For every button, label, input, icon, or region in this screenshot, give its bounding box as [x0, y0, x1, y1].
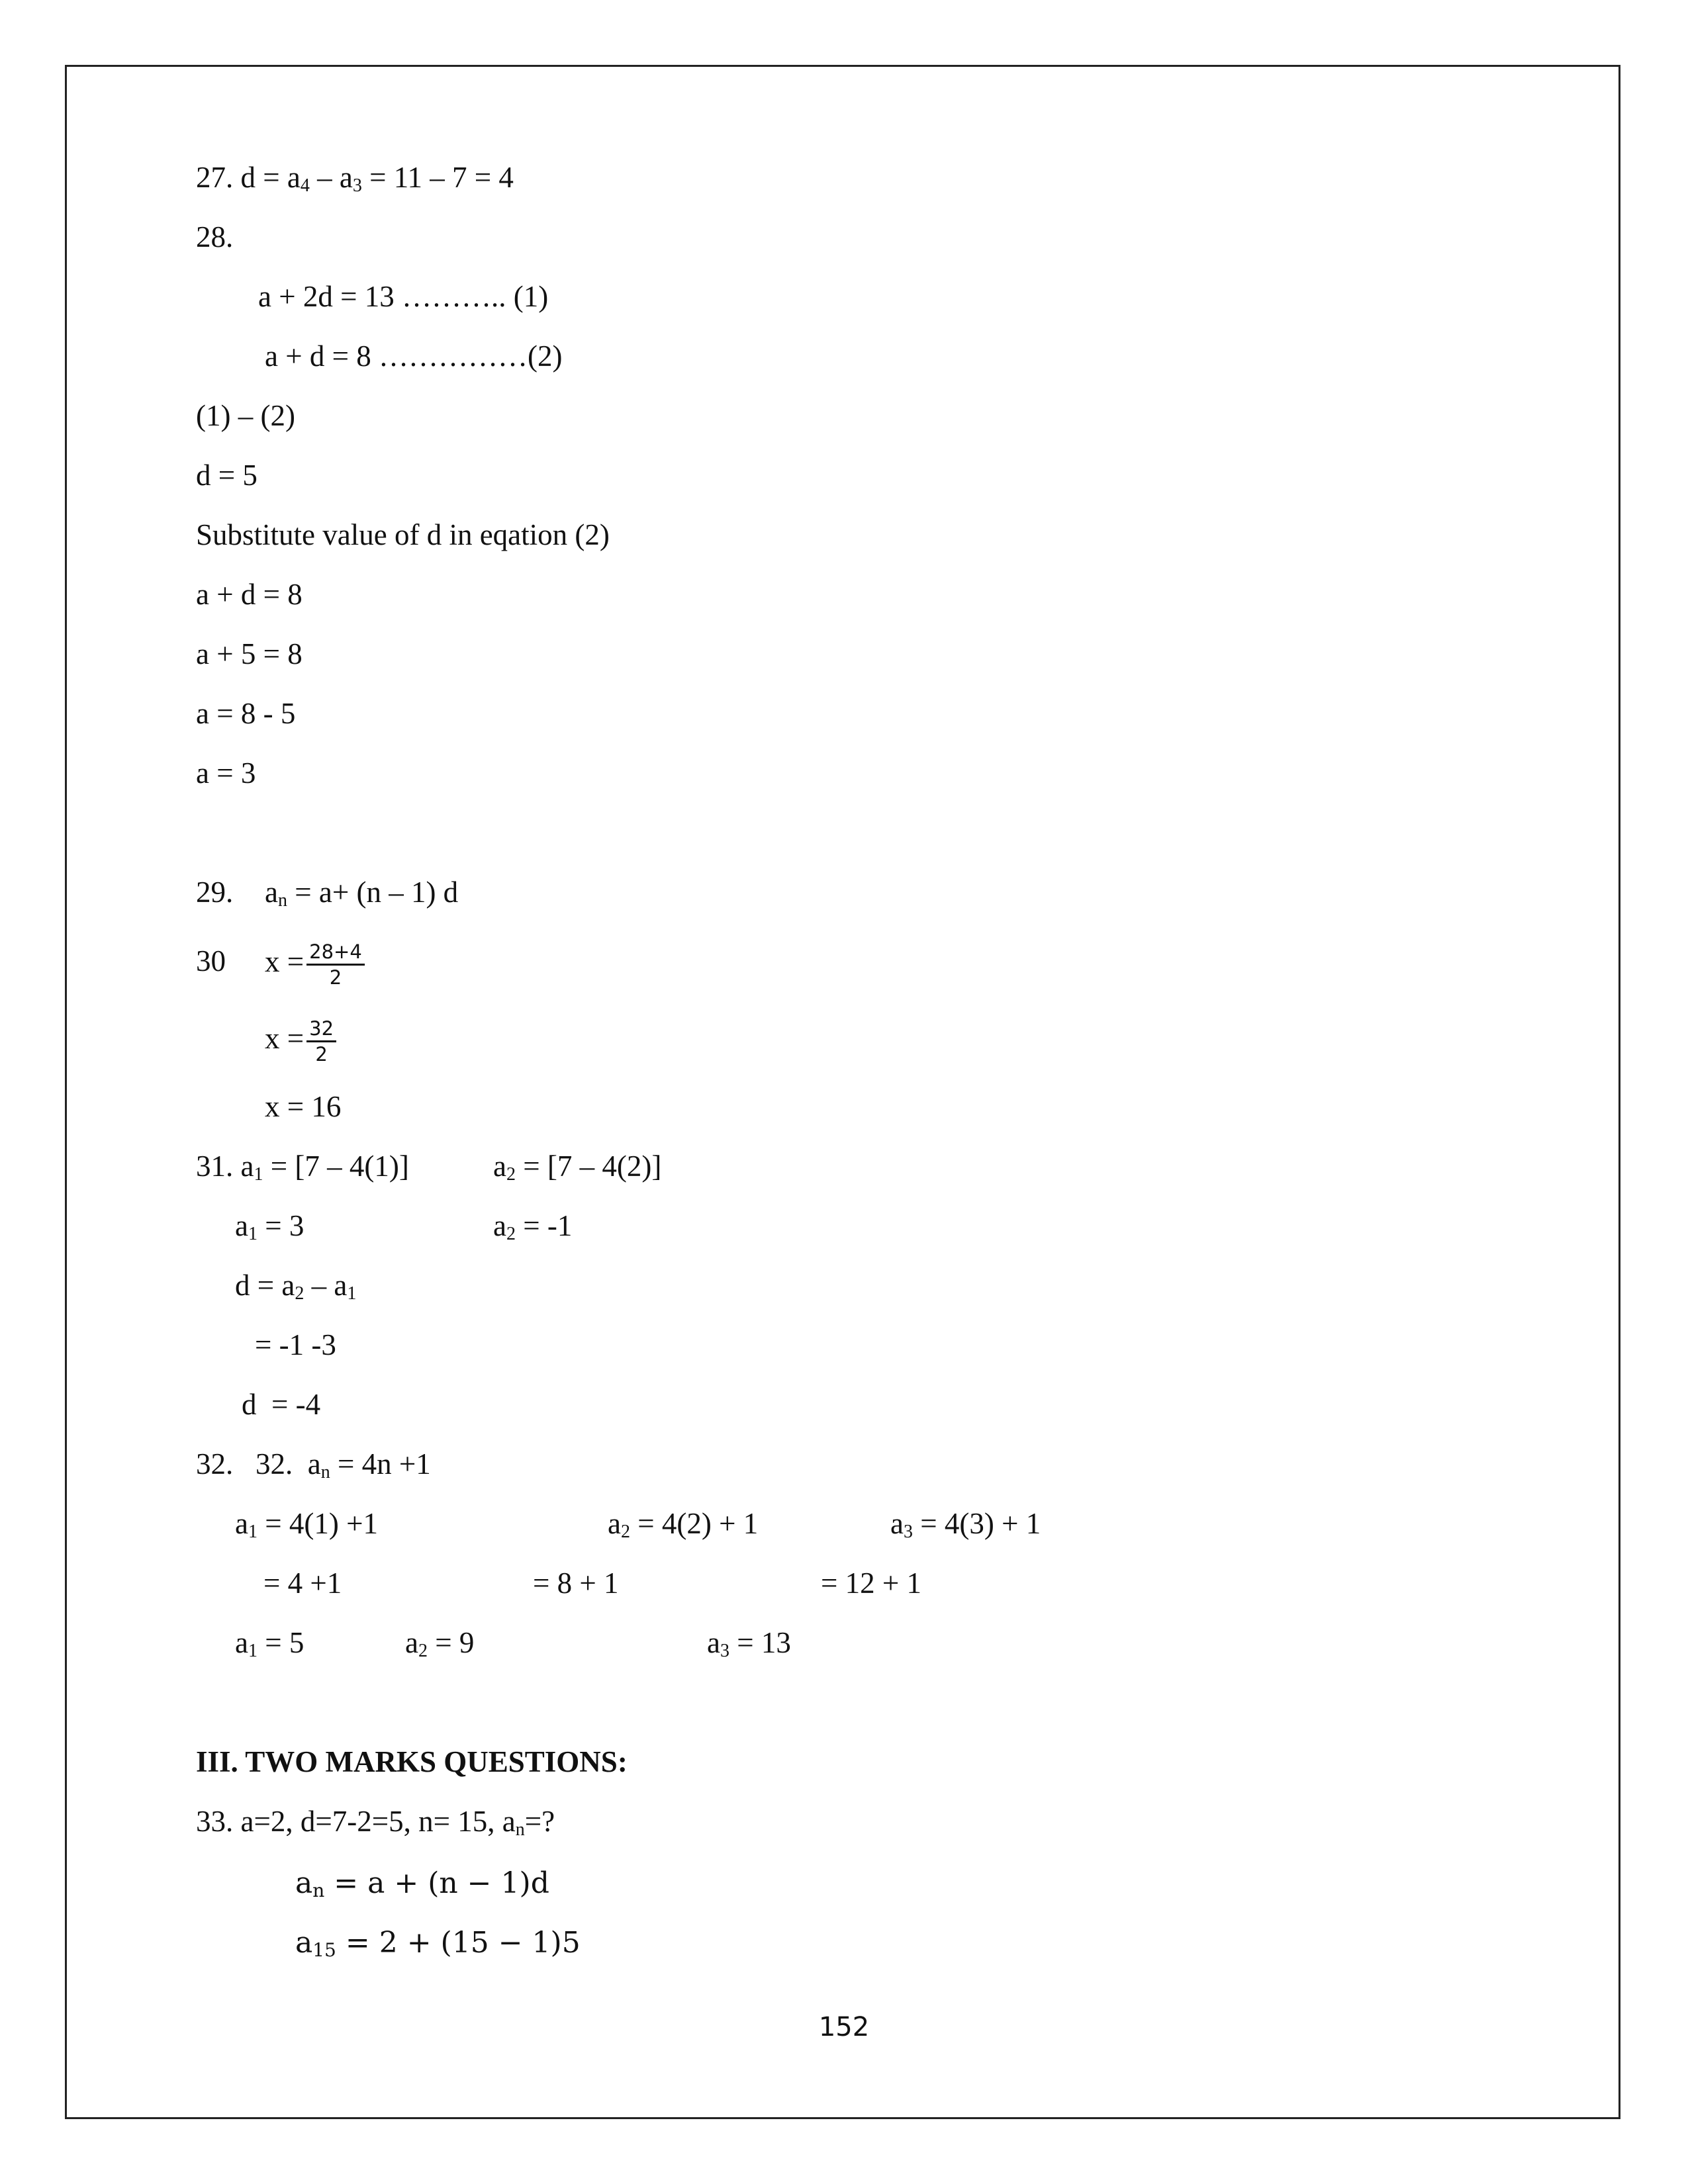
q27-line: 27. $d = a_4 - a_3 = 11 - 7 = 4$	[196, 161, 514, 196]
q29-formula: $a_n = a+ (n - 1)$ d	[265, 876, 459, 911]
q28-step4: a + d = 8	[196, 578, 303, 611]
q32-a1-expr: $a_1 = 4(1) +1$	[235, 1507, 378, 1542]
q31-calc: = -1 -3	[255, 1328, 336, 1361]
q30-result: x = 16	[265, 1090, 342, 1123]
q32-v2: $a_2 = 9$	[405, 1626, 475, 1661]
q32-v3: $a_3 = 13$	[707, 1626, 791, 1661]
fraction-denominator: 2	[315, 1043, 328, 1066]
q31-a2-line: $a_2 = [7 - 4(2)]$	[493, 1150, 662, 1185]
q33-given: 33. a=2, d=7-2=5, n= 15, $a_n=$?	[196, 1805, 555, 1840]
q30-fraction-1: x = $\frac{28+4}{2}$	[265, 932, 365, 991]
q31-a2-value: $a_2 = -1$	[493, 1209, 573, 1244]
q28-eq1: a + 2d = 13 ……….. (1)	[258, 280, 549, 313]
q32-a3-expr: $a_3 = 4(3) + 1$	[890, 1507, 1041, 1542]
q28-step7: a = 3	[196, 756, 256, 790]
q32-a2-expr: $a_2 = 4(2) + 1$	[608, 1507, 759, 1542]
q29-label: 29.	[196, 876, 234, 909]
q32-r3: = 12 + 1	[821, 1567, 922, 1600]
page-number: 152	[818, 2012, 870, 2042]
q32-r1: = 4 +1	[263, 1567, 342, 1600]
q31-a1-value: $a_1 = 3$	[235, 1209, 305, 1244]
q31-d-formula: $d = a_2 - a_1$	[235, 1269, 357, 1304]
q28-eq2: a + d = 8 ……………(2)	[265, 340, 563, 373]
q31-a1-line: 31. $a_1 = [7 - 4(1)]$	[196, 1150, 409, 1185]
q33-substitution: $a_{15} = 2 + (15 - 1)5$	[295, 1926, 581, 1961]
q32-formula: 32. 32. $a_n = 4n +1$	[196, 1447, 431, 1482]
q30-fraction-2: x = $\frac{32}{2}$	[265, 1009, 336, 1068]
fraction-numerator: 32	[306, 1017, 336, 1042]
fraction-denominator: 2	[329, 966, 342, 989]
q28-step6: a = 8 - 5	[196, 697, 296, 730]
q28-step1: (1) – (2)	[196, 399, 295, 432]
q30-label: 30	[196, 944, 226, 978]
q28-step2: d = 5	[196, 459, 258, 492]
q28-label: 28.	[196, 220, 234, 253]
q28-step3: Substitute value of d in eqation (2)	[196, 518, 610, 551]
q31-result: d = -4	[242, 1388, 321, 1421]
section-heading: III. TWO MARKS QUESTIONS:	[196, 1745, 628, 1778]
q33-formula: $a_n = a + (n - 1)d$	[295, 1866, 549, 1901]
fraction-numerator: 28+4	[306, 940, 365, 966]
q32-v1: $a_1 = 5$	[235, 1626, 305, 1661]
q28-step5: a + 5 = 8	[196, 637, 303, 670]
q32-r2: = 8 + 1	[533, 1567, 619, 1600]
